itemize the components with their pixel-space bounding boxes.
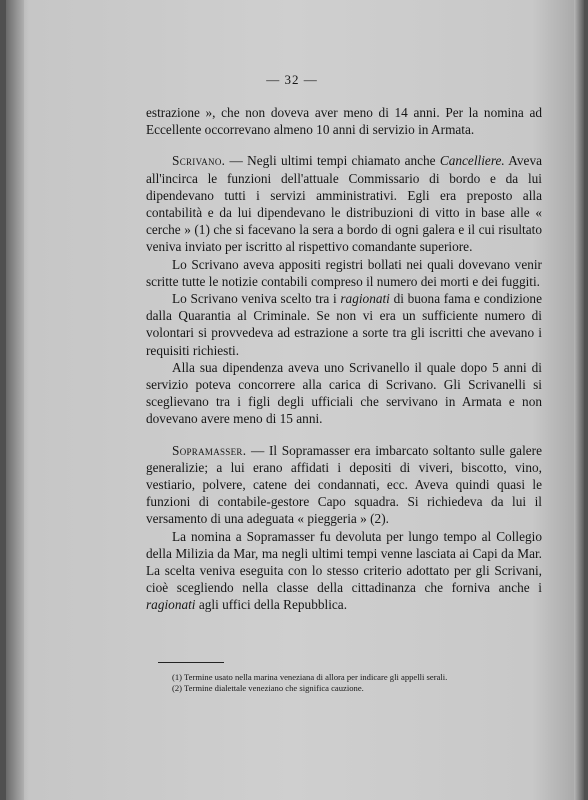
book-page <box>6 0 578 800</box>
book-spine <box>6 0 24 800</box>
paragraph-nomina-sopramasser <box>146 528 542 614</box>
paragraph-text: — Il Sopramasser era imbarcato soltanto sulle galere generalizie; a lui erano affidati i depositi di viveri, biscotto, vino, vestiario, polvere, catene dei condannati, ecc. Aveva quindi quasi le funzioni di contabile-gestore Capo squadra. Si richiedeva da lui il versamento di una adeguata « pieggeria » (2). <box>146 442 542 527</box>
body-text <box>146 104 542 614</box>
footnote-2: (2) Termine dialettale veneziano che significa cauzione. <box>172 683 364 693</box>
section-heading-sopramasser: Sopramasser. <box>172 442 247 458</box>
page-number: — 32 — <box>266 72 318 87</box>
paragraph-text: estrazione », che non doveva aver meno di 14 anni. Per la nomina ad Eccellente occorrevano almeno 10 anni di servizio in Armata. <box>146 105 542 138</box>
paragraph-registri <box>146 256 542 290</box>
paragraph-scrivano <box>146 152 542 255</box>
footnotes <box>158 660 548 694</box>
paragraph-text: La nomina a Sopramasser fu devoluta per lungo tempo al Collegio della Milizia da Mar, ma negli ultimi tempi venne lasciata ai Capi da Mar. La scelta veniva eseguita con lo stesso criterio adottato per gli Scrivani, cioè scegliendo nella classe della cittadinanza che forniva anche i <box>146 528 542 596</box>
footnote-1: (1) Termine usato nella marina veneziana di allora per indicare gli appelli serali. <box>172 672 448 682</box>
emphasis-text: ragionati <box>340 291 390 307</box>
paragraph-text: Alla sua dipendenza aveva uno Scrivanello il quale dopo 5 anni di servizio poteva concorrere alla carica di Scrivano. Gli Scrivanelli si sceglievano tra i figli degli ufficiali che servivano in Armata e non dovevano avere meno di 15 anni. <box>146 359 542 427</box>
paragraph-text: Lo Scrivano aveva appositi registri bollati nei quali dovevano venir scritte tutte le notizie contabili compreso il numero dei morti e dei fuggiti. <box>146 256 542 289</box>
paragraph-text: Lo Scrivano veniva scelto tra i <box>172 291 341 307</box>
paragraph-continuation <box>146 104 542 138</box>
paragraph-scelta-scrivano <box>146 290 542 359</box>
emphasis-text: Cancelliere. <box>439 153 505 169</box>
page-edge <box>574 0 584 800</box>
section-heading-scrivano: Scrivano. <box>172 153 226 169</box>
paragraph-scrivanello <box>146 359 542 428</box>
paragraph-text: Aveva all'incirca le funzioni dell'attuale Commissario di bordo e da lui dipendevano tutti i servizi amministrativi. Egli era preposto alla contabilità e da lui dipendevano le distribuzioni di vitto in base alle « cerche » (1) che si facevano la sera a bordo di ogni galera e il cui risultato veniva inviato per iscritto al rispettivo comandante superiore. <box>146 153 542 255</box>
paragraph-text: agli uffici della Repubblica. <box>195 597 348 613</box>
paragraph-text: — Negli ultimi tempi chiamato anche <box>225 153 440 169</box>
emphasis-text: ragionati <box>146 597 196 613</box>
paragraph-text: di buona fama e condizione dalla Quarantia al Criminale. Se non vi era un sufficiente numero di volontari si provvedeva ad estrazione a sorte tra gli iscritti che avevano i requisiti richiesti. <box>146 291 542 358</box>
paragraph-sopramasser <box>146 442 542 528</box>
